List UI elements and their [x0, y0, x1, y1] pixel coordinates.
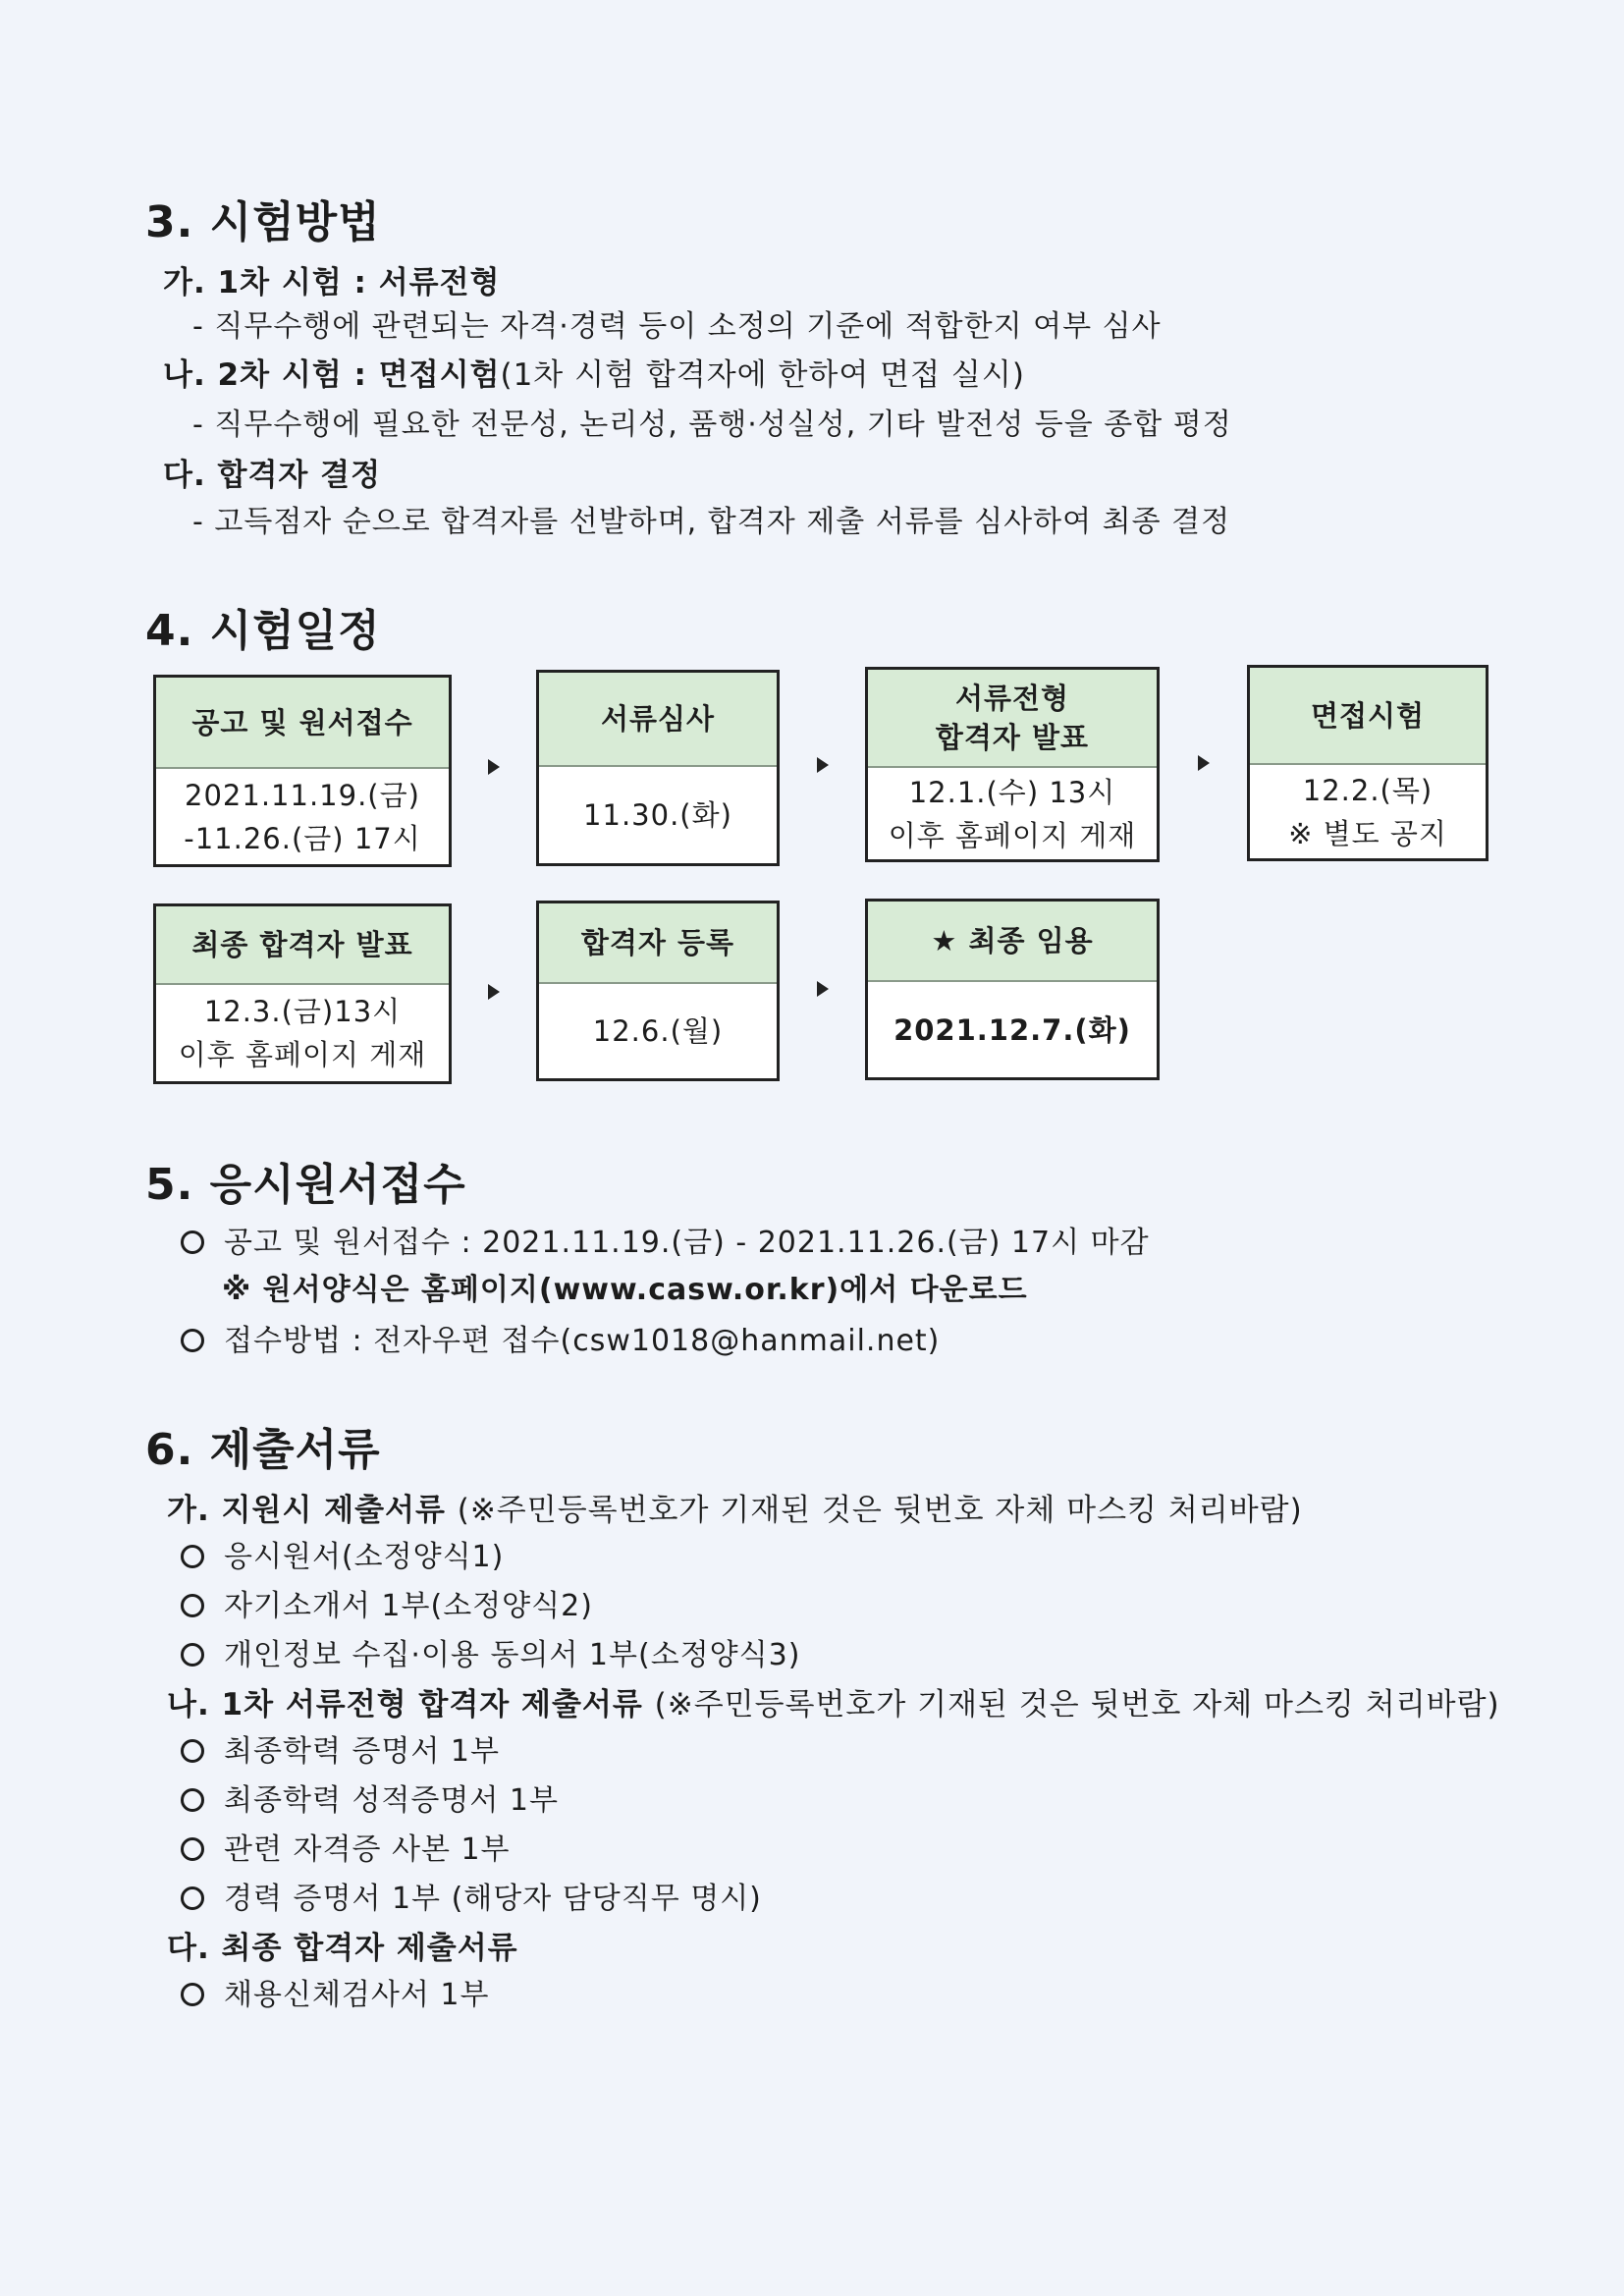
arrow-right-icon — [488, 984, 500, 1000]
docs-final-item — [181, 1970, 489, 2013]
docs-first-pass-item — [181, 1776, 559, 1819]
docs-apply-item — [181, 1630, 800, 1673]
circle-bullet-icon — [181, 1545, 204, 1568]
pass-decision-label: 다. 합격자 결정 — [163, 458, 382, 493]
schedule-box-body: 2021.11.19.(금) -11.26.(금) 17시 — [184, 778, 421, 855]
schedule-box-registration — [536, 901, 780, 1081]
exam-2-label-text: 나. 2차 시험 : 면접시험 — [163, 357, 501, 393]
docs-final-label: 다. 최종 합격자 제출서류 — [167, 1931, 518, 1966]
application-method-text: 접수방법 : 전자우편 접수(csw1018@hanmail.net) — [224, 1324, 941, 1358]
schedule-box-body: 12.6.(월) — [592, 1014, 724, 1048]
schedule-box-interview — [1247, 665, 1489, 861]
pass-decision-desc: - 고득점자 순으로 합격자를 선발하며, 합격자 제출 서류를 심사하여 최종 결정 — [192, 505, 1231, 539]
docs-first-pass-item — [181, 1874, 762, 1917]
exam-2-desc: - 직무수행에 필요한 전문성, 논리성, 품행·성실성, 기타 발전성 등을 종합 평정 — [192, 408, 1232, 442]
schedule-box-head: 합격자 등록 — [539, 903, 777, 984]
docs-apply-item-text: 자기소개서 1부(소정양식2) — [224, 1589, 593, 1623]
schedule-box-document-review — [536, 670, 780, 866]
schedule-box-head: 서류전형 합격자 발표 — [868, 670, 1157, 768]
schedule-box-head: 서류심사 — [539, 673, 777, 767]
arrow-right-icon — [817, 757, 829, 773]
arrow-right-icon — [1198, 755, 1210, 771]
docs-apply-item-text: 응시원서(소정양식1) — [224, 1540, 505, 1574]
schedule-box-head: ★ 최종 임용 — [868, 902, 1157, 982]
docs-final-item-text: 채용신체검사서 1부 — [224, 1978, 490, 2012]
schedule-box-body: 12.3.(금)13시 이후 홈페이지 게재 — [178, 995, 427, 1071]
docs-apply-item-text: 개인정보 수집·이용 동의서 1부(소정양식3) — [224, 1638, 801, 1672]
section-6-title: 6. 제출서류 — [145, 1425, 381, 1475]
circle-bullet-icon — [181, 1886, 204, 1910]
schedule-box-head: 최종 합격자 발표 — [156, 906, 449, 985]
circle-bullet-icon — [181, 1594, 204, 1617]
arrow-right-icon — [488, 759, 500, 775]
docs-first-pass-item — [181, 1726, 500, 1770]
docs-first-pass-item — [181, 1825, 511, 1868]
schedule-box-document-result — [865, 667, 1160, 862]
docs-first-pass-note: (※주민등록번호가 기재된 것은 뒷번호 자체 마스킹 처리바람) — [654, 1687, 1500, 1722]
docs-first-pass-item-text: 최종학력 증명서 1부 — [224, 1734, 500, 1769]
docs-first-pass-item-text: 경력 증명서 1부 (해당자 담당직무 명시) — [224, 1882, 762, 1916]
docs-first-pass-label-text: 나. 1차 서류전형 합격자 제출서류 — [167, 1687, 643, 1722]
circle-bullet-icon — [181, 1230, 204, 1254]
circle-bullet-icon — [181, 1739, 204, 1763]
docs-first-pass-item-text: 관련 자격증 사본 1부 — [224, 1832, 511, 1867]
docs-apply-label — [167, 1485, 1303, 1529]
schedule-box-head: 면접시험 — [1250, 668, 1486, 765]
circle-bullet-icon — [181, 1643, 204, 1667]
arrow-right-icon — [817, 981, 829, 997]
exam-1-desc: - 직무수행에 관련되는 자격·경력 등이 소정의 기준에 적합한지 여부 심사 — [192, 309, 1162, 344]
docs-apply-item — [181, 1581, 593, 1624]
docs-apply-item — [181, 1532, 504, 1575]
exam-2-note: (1차 시험 합격자에 한하여 면접 실시) — [500, 357, 1025, 393]
docs-apply-note: (※주민등록번호가 기재된 것은 뒷번호 자체 마스킹 처리바람) — [457, 1493, 1303, 1528]
schedule-box-final-result — [153, 903, 452, 1084]
circle-bullet-icon — [181, 1837, 204, 1861]
schedule-box-head: 공고 및 원서접수 — [156, 678, 449, 769]
schedule-box-appointment — [865, 899, 1160, 1080]
schedule-box-application — [153, 675, 452, 867]
docs-first-pass-item-text: 최종학력 성적증명서 1부 — [224, 1783, 559, 1818]
docs-apply-label-text: 가. 지원시 제출서류 — [167, 1493, 446, 1528]
application-method — [181, 1316, 940, 1359]
docs-first-pass-label — [167, 1679, 1500, 1723]
section-4-title: 4. 시험일정 — [145, 606, 381, 656]
circle-bullet-icon — [181, 1983, 204, 2006]
section-3-title: 3. 시험방법 — [145, 197, 381, 247]
circle-bullet-icon — [181, 1788, 204, 1812]
exam-2-label — [163, 350, 1025, 394]
section-5-title: 5. 응시원서접수 — [145, 1160, 466, 1210]
schedule-box-body: 12.1.(수) 13시 이후 홈페이지 게재 — [888, 775, 1137, 852]
form-download-note: ※ 원서양식은 홈페이지(www.casw.or.kr)에서 다운로드 — [222, 1273, 1028, 1307]
application-period-text: 공고 및 원서접수 : 2021.11.19.(금) - 2021.11.26.(금) 17시 마감 — [224, 1226, 1150, 1260]
schedule-box-body: 2021.12.7.(화) — [893, 1012, 1131, 1047]
application-period — [181, 1218, 1150, 1261]
schedule-box-body: 12.2.(목) ※ 별도 공지 — [1288, 773, 1447, 850]
exam-1-label: 가. 1차 시험 : 서류전형 — [163, 265, 501, 301]
schedule-box-body: 11.30.(화) — [583, 798, 732, 832]
circle-bullet-icon — [181, 1329, 204, 1352]
